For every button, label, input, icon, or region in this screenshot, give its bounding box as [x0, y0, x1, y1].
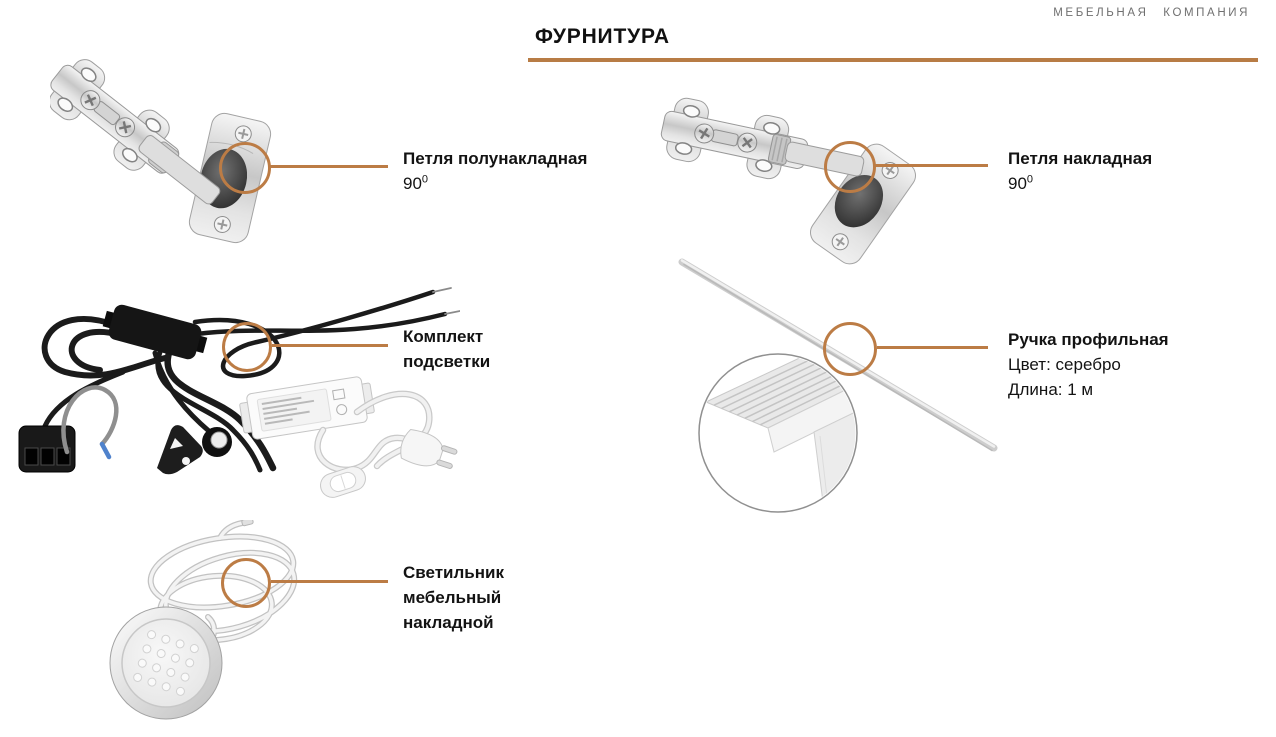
label-hinge-overlay	[1008, 146, 1152, 196]
label-profile-handle	[1008, 327, 1169, 402]
callout-circle-profile-handle	[823, 322, 877, 376]
label-hinge-half-overlay	[403, 146, 587, 196]
callout-circle-hinge-overlay	[824, 141, 876, 193]
overlay-hinge-image	[655, 92, 917, 270]
product-name: Петля полунакладная	[403, 149, 588, 168]
furniture-lamp-image	[104, 520, 349, 735]
product-angle: $90^0$	[403, 173, 429, 193]
title-underline	[528, 58, 1258, 62]
callout-circle-lighting-kit	[222, 322, 272, 372]
callout-line-profile-handle	[877, 346, 988, 349]
product-name-line: накладной	[403, 613, 494, 632]
callout-line-hinge-overlay	[875, 164, 988, 167]
callout-line-lighting-kit	[272, 344, 388, 347]
product-name: Петля накладная	[1008, 149, 1153, 168]
profile-handle-image	[672, 250, 1004, 525]
callout-circle-furniture-lamp	[221, 558, 271, 608]
product-name-line: подсветки	[403, 352, 491, 371]
page-title: ФУРНИТУРА	[535, 25, 670, 48]
product-spec-length: Длина: 1 м	[1008, 380, 1094, 399]
callout-line-furniture-lamp	[271, 580, 388, 583]
product-name: Ручка профильная	[1008, 330, 1169, 349]
product-name-line: Светильник	[403, 563, 504, 582]
company-name: МЕБЕЛЬНАЯ КОМПАНИЯ	[1053, 7, 1250, 19]
lighting-kit-image	[5, 280, 460, 515]
product-angle: $90^0$	[1008, 173, 1034, 193]
label-lighting-kit	[403, 324, 490, 374]
product-name-line: мебельный	[403, 588, 502, 607]
callout-line-hinge-half-overlay	[270, 165, 388, 168]
product-name-line: Комплект	[403, 327, 484, 346]
label-furniture-lamp	[403, 560, 504, 635]
callout-circle-hinge-half-overlay	[219, 142, 271, 194]
product-spec-color: Цвет: серебро	[1008, 355, 1121, 374]
